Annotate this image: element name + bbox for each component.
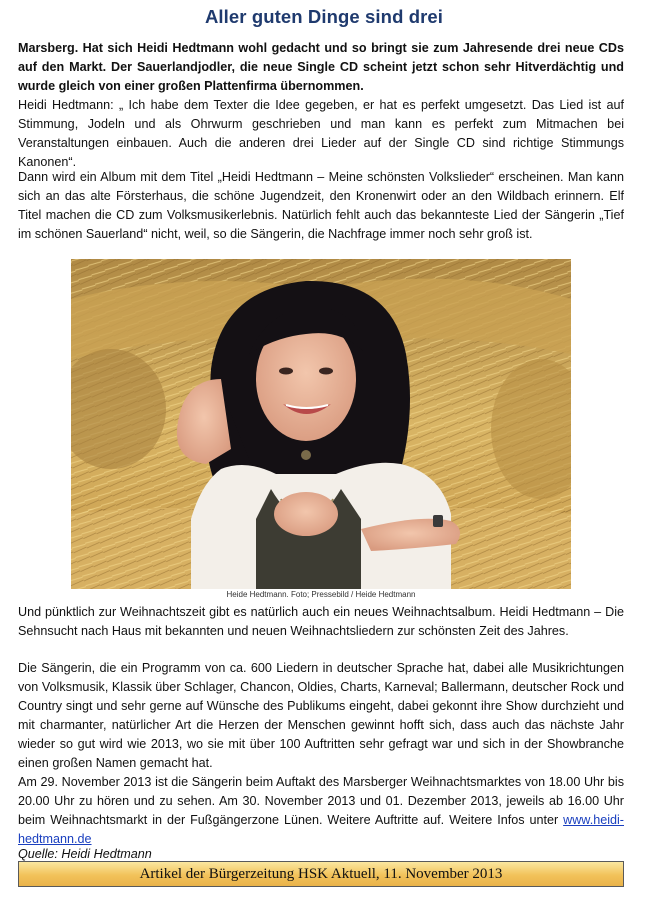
article-lead: Marsberg. Hat sich Heidi Hedtmann wohl gedacht und so bringt sie zum Jahresende drei neue CDs auf den Markt. Der Sauerlandjodler, die neue Single CD scheint jetzt schon sehr Hitverdächtig und wurde gleich von einer großen Plattenfirma übernommen. [18, 41, 624, 93]
article-source: Quelle: Heidi Hedtmann [18, 847, 152, 861]
article-paragraph-dates [18, 773, 624, 849]
article-photo [71, 259, 571, 589]
article-paragraph-program: Die Sängerin, die ein Programm von ca. 600 Liedern in deutscher Sprache hat, dabei alle Musikrichtungen von Volksmusik, Klassik über Schlager, Chancon, Oldies, Charts, Karneval; Ballermann, deutscher Rock und Country singt und sehr gerne auf Wünsche des Publikums eingeht, dabei gekonnt ihre Show durchzieht und mit charmanter, natürlicher Art die Herzen der Menschen gewinnt hofft sich, dass auch das nächste Jahr wieder so gut wird wie 2013, wo sie mit über 100 Auftritten sehr gefragt war und sich in der Showbranche einen großen Namen gemacht hat. [18, 661, 624, 770]
website-link[interactable]: www.heidi-hedtmann.de [18, 813, 624, 846]
photo-caption: Heide Hedtmann. Foto; Pressebild / Heide Hedtmann [226, 590, 416, 599]
dates-text: Am 29. November 2013 ist die Sängerin beim Auftakt des Marsberger Weihnachtsmarktes von 18.00 Uhr bis 20.00 Uhr zu hören und zu sehen. Am 30. November 2013 und 01. Dezember 2013, jeweils ab 16.00 Uhr beim Weihnachtsmarkt in der Fußgängerzone Lünen. Weitere Auftritte auf. Weitere Infos unter [18, 775, 624, 827]
article-paragraph-album: Dann wird ein Album mit dem Titel „Heidi Hedtmann – Meine schönsten Volkslieder“ erscheinen. Man kann sich an das alte Försterhaus, die schöne Jugendzeit, den Kronenwirt oder an den Wildbach erinnern. Elf Titel machen die CD zum Volksmusikerlebnis. Natürlich fehlt auch das bekannteste Lied der Sängerin „Tief im schönen Sauerland“ nicht, weil, so die Sängerin, die Nachfrage immer noch sehr groß ist. [18, 170, 624, 241]
article-paragraph-quote: Heidi Hedtmann: „ Ich habe dem Texter die Idee gegeben, er hat es perfekt umgesetzt. Das Lied ist auf Stimmung, Jodeln und als Ohrwurm geschrieben und man kann es perfekt zum Mitmachen bei Veranstaltungen einbauen. Auch die anderen drei Lieder auf der Single CD sind richtige Stimmungs Kanonen“. [18, 98, 624, 169]
article-title: Aller guten Dinge sind drei [204, 6, 444, 27]
footer-banner: Artikel der Bürgerzeitung HSK Aktuell, 11. November 2013 [18, 861, 624, 887]
article-paragraph-christmas: Und pünktlich zur Weihnachtszeit gibt es natürlich auch ein neues Weihnachtsalbum. Heidi Hedtmann – Die Sehnsucht nach Haus mit bekannten und neuen Weihnachtsliedern zur schönsten Zeit des Jahres. [18, 605, 624, 638]
